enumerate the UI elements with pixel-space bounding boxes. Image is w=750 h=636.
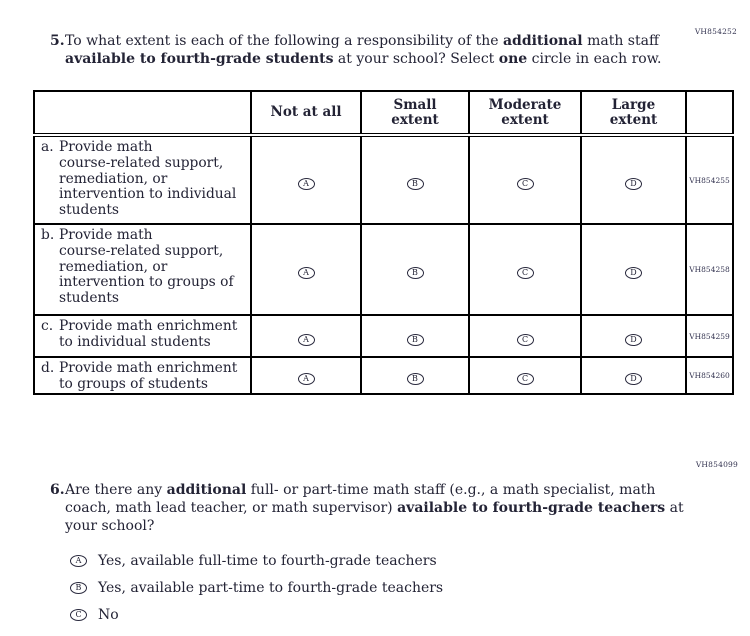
- q6-option-c-label: No: [98, 606, 119, 623]
- bubble-q6-a[interactable]: A: [70, 555, 87, 567]
- row-b-item-code: VH854258: [686, 224, 733, 315]
- bubble-q6-c[interactable]: C: [70, 609, 87, 621]
- row-c-line: to individual students: [59, 333, 211, 350]
- row-a-text: [59, 140, 236, 219]
- bubble-c-moderate-extent[interactable]: C: [517, 334, 534, 346]
- q6-line2-bold: available to fourth-grade teachers: [397, 500, 666, 516]
- row-b-letter: b.: [41, 227, 55, 243]
- question-5-line1: [65, 33, 661, 51]
- bubble-d-small-extent[interactable]: B: [407, 373, 424, 385]
- row-c-letter: c.: [41, 318, 54, 334]
- column-header-moderate-extent: Moderate extent: [469, 91, 581, 135]
- row-c-item-code: VH854259: [686, 315, 733, 357]
- row-d-text: [59, 361, 237, 393]
- row-d-cell-moderate-extent: [469, 357, 581, 394]
- q5-line2-bold1: available to fourth-grade students: [65, 50, 334, 67]
- bubble-b-small-extent[interactable]: B: [407, 267, 424, 279]
- row-b-cell-not-at-all: [251, 224, 361, 315]
- question-5-line2: [65, 51, 661, 69]
- row-a-line: intervention to individual: [59, 186, 237, 203]
- row-d-cell-not-at-all: [251, 357, 361, 394]
- row-a-letter: a.: [41, 139, 54, 155]
- matrix-stub-header: [34, 91, 251, 135]
- q5-line2-mid: at your school? Select: [333, 50, 499, 67]
- question-6-number: 6.: [50, 482, 65, 498]
- bubble-b-large-extent[interactable]: D: [625, 267, 642, 279]
- matrix-header-row: [34, 91, 733, 135]
- q5-line1-post: math staff: [582, 33, 659, 49]
- q5-line1-pre: To what extent is each of the following a responsibility of the: [65, 33, 503, 49]
- row-c-cell-large-extent: [581, 315, 686, 357]
- row-a-cell-moderate-extent: [469, 135, 581, 224]
- q6-options-list: [70, 547, 443, 628]
- q6-option-b-label: Yes, available part-time to fourth-grade teachers: [98, 579, 444, 596]
- bubble-a-large-extent[interactable]: D: [625, 178, 642, 190]
- row-c-text: [59, 319, 237, 351]
- q5-response-matrix: [33, 90, 734, 395]
- bubble-c-small-extent[interactable]: B: [407, 334, 424, 346]
- row-c-cell-not-at-all: [251, 315, 361, 357]
- row-c-cell-small-extent: [361, 315, 469, 357]
- question-5-text: [65, 33, 661, 68]
- row-d-line: Provide math enrichment: [59, 360, 238, 376]
- row-b-line: Provide math: [59, 227, 153, 243]
- bubble-a-not-at-all[interactable]: A: [298, 178, 315, 190]
- row-b-cell-moderate-extent: [469, 224, 581, 315]
- bubble-a-moderate-extent[interactable]: C: [517, 178, 534, 190]
- matrix-row-b: [34, 224, 733, 315]
- row-a-line: remediation, or: [59, 170, 168, 187]
- q6-line2-pre: coach, math lead teacher, or math supervisor): [65, 500, 398, 516]
- row-b-line: intervention to groups of: [59, 274, 234, 291]
- q6-option-no[interactable]: [70, 601, 443, 628]
- row-a-line: students: [59, 202, 120, 219]
- row-b-label: [34, 224, 251, 315]
- row-b-cell-large-extent: [581, 224, 686, 315]
- bubble-b-moderate-extent[interactable]: C: [517, 267, 534, 279]
- bubble-q6-b[interactable]: B: [70, 582, 87, 594]
- row-a-line: Provide math: [59, 139, 153, 155]
- matrix-row-c: [34, 315, 733, 357]
- column-header-not-at-all: Not at all: [251, 91, 361, 135]
- q6-option-a-label: Yes, available full-time to fourth-grade teachers: [98, 552, 437, 569]
- row-c-line: Provide math enrichment: [59, 318, 238, 334]
- row-a-label: [34, 135, 251, 224]
- row-d-line: to groups of students: [59, 375, 208, 392]
- bubble-d-moderate-extent[interactable]: C: [517, 373, 534, 385]
- question-6-text: [65, 481, 684, 535]
- row-b-line: remediation, or: [59, 258, 168, 275]
- bubble-b-not-at-all[interactable]: A: [298, 267, 315, 279]
- q5-line2-bold2: one: [498, 50, 528, 67]
- question-6-line1: [65, 481, 684, 499]
- question-5: [50, 33, 661, 68]
- row-b-line: students: [59, 290, 120, 307]
- row-a-item-code: VH854255: [686, 135, 733, 224]
- bubble-a-small-extent[interactable]: B: [407, 178, 424, 190]
- row-a-cell-small-extent: [361, 135, 469, 224]
- bubble-c-not-at-all[interactable]: A: [298, 334, 315, 346]
- matrix-row-a: [34, 135, 733, 224]
- row-d-label: [34, 357, 251, 394]
- question-5-number: 5.: [50, 33, 65, 49]
- row-b-cell-small-extent: [361, 224, 469, 315]
- row-d-letter: d.: [41, 360, 55, 376]
- question-6: [50, 481, 684, 535]
- row-c-label: [34, 315, 251, 357]
- question-6-line3: your school?: [65, 518, 155, 534]
- column-header-small-extent: Small extent: [361, 91, 469, 135]
- row-a-line: course-related support,: [59, 154, 224, 171]
- row-a-cell-large-extent: [581, 135, 686, 224]
- question-6-line2: [65, 499, 684, 517]
- row-d-cell-large-extent: [581, 357, 686, 394]
- row-b-text: [59, 228, 234, 307]
- q6-line1-post: full- or part-time math staff (e.g., a math specialist, math: [246, 482, 656, 498]
- q6-line1-pre: Are there any: [65, 482, 167, 498]
- q6-option-yes-part-time[interactable]: [70, 574, 443, 601]
- row-d-cell-small-extent: [361, 357, 469, 394]
- row-c-cell-moderate-extent: [469, 315, 581, 357]
- matrix-row-d: [34, 357, 733, 394]
- q6-line2-post: at: [665, 500, 684, 516]
- bubble-d-large-extent[interactable]: D: [625, 373, 642, 385]
- bubble-c-large-extent[interactable]: D: [625, 334, 642, 346]
- row-a-cell-not-at-all: [251, 135, 361, 224]
- q6-line1-bold: additional: [166, 482, 247, 498]
- row-b-line: course-related support,: [59, 242, 224, 259]
- matrix-code-header: [686, 91, 733, 135]
- bubble-d-not-at-all[interactable]: A: [298, 373, 315, 385]
- q5-line2-post: circle in each row.: [527, 50, 662, 67]
- q6-item-code: VH854099: [695, 460, 738, 469]
- q6-option-yes-full-time[interactable]: [70, 547, 443, 574]
- q5-item-code: VH854252: [694, 27, 737, 36]
- row-d-item-code: VH854260: [686, 357, 733, 394]
- q5-line1-bold: additional: [502, 33, 583, 49]
- column-header-large-extent: Large extent: [581, 91, 686, 135]
